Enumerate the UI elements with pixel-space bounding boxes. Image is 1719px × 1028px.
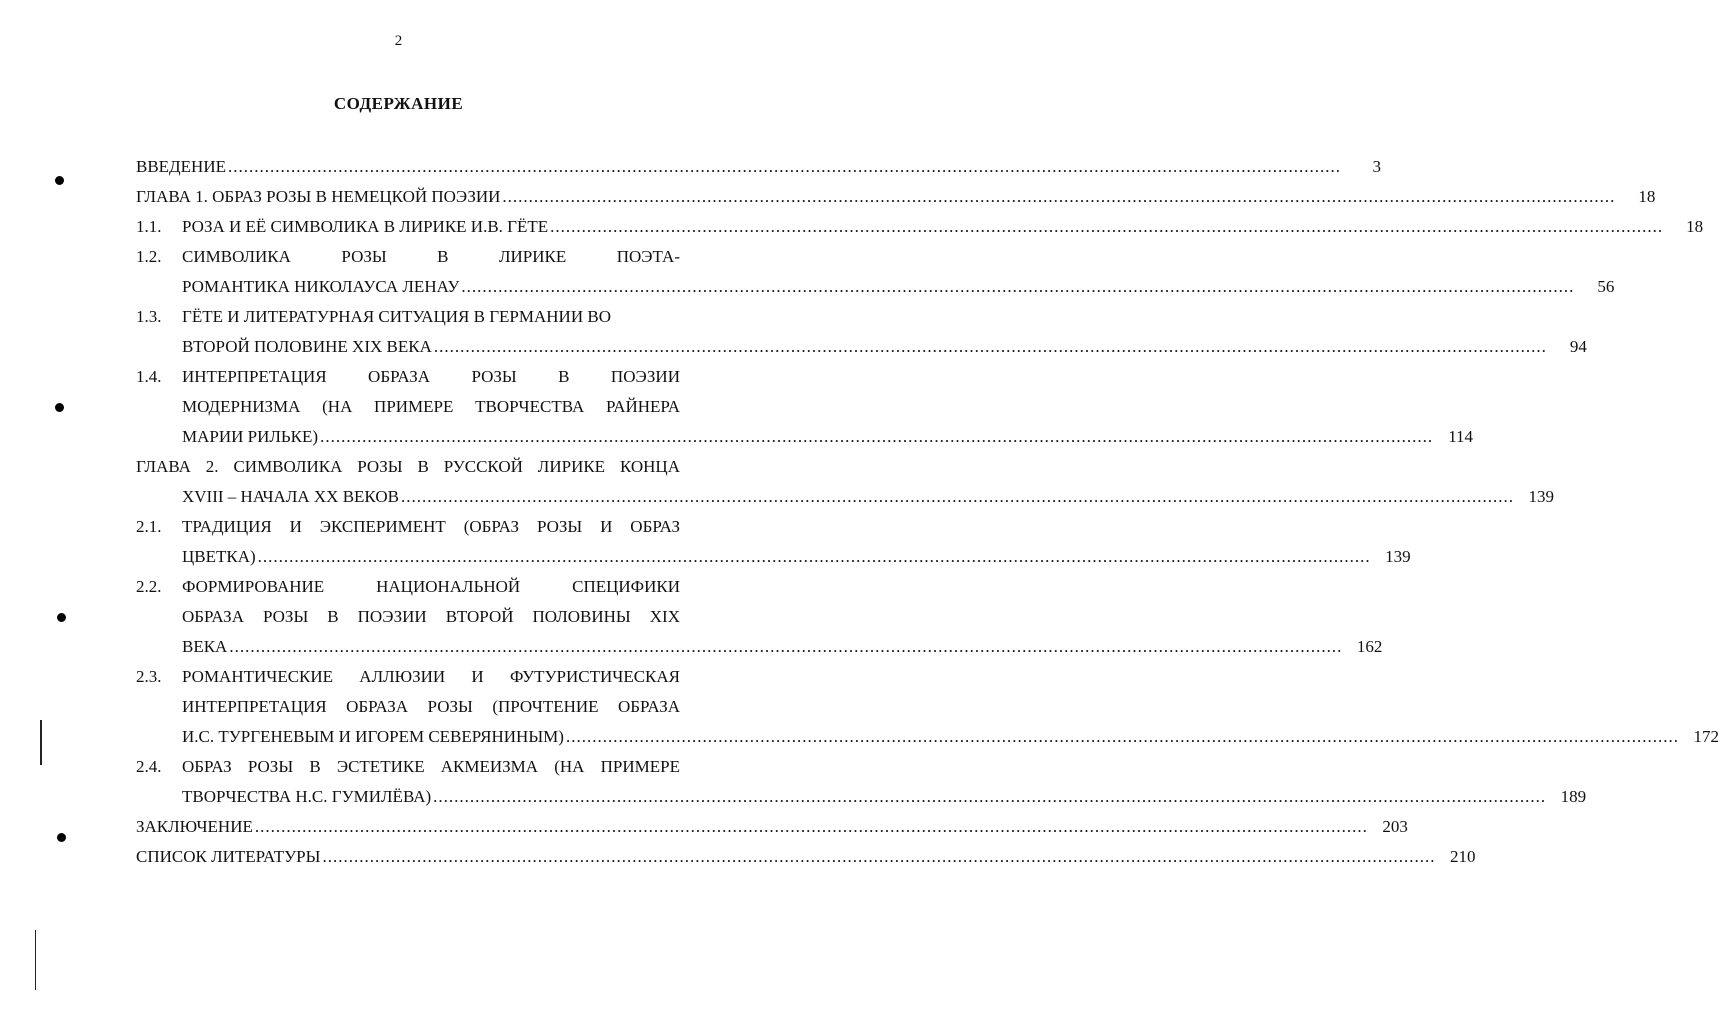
page-number: 2 (394, 33, 403, 49)
toc-entry-chapter-1[interactable] (136, 182, 1656, 212)
leader-dots (433, 782, 1546, 812)
toc-label: ГЛАВА 1. ОБРАЗ РОЗЫ В НЕМЕЦКОЙ ПОЭЗИИ (136, 187, 501, 206)
toc-line: МОДЕРНИЗМА (НА ПРИМЕРЕ ТВОРЧЕСТВА РАЙНЕРА (182, 397, 680, 416)
toc-page: 139 (1385, 547, 1411, 566)
toc-entry-1-4[interactable] (136, 362, 1474, 452)
toc-number: 2.2. (136, 577, 162, 596)
leader-dots (255, 812, 1368, 842)
toc-entry-2-4[interactable] (136, 752, 1587, 812)
scan-line (40, 720, 42, 765)
toc-line: ВТОРОЙ ПОЛОВИНЕ XIX ВЕКА (182, 337, 432, 356)
leader-dots (322, 842, 1435, 872)
page-title: СОДЕРЖАНИЕ (333, 94, 464, 113)
toc-line: ЦВЕТКА) (182, 547, 256, 566)
leader-dots (320, 422, 1433, 452)
scan-mark (55, 403, 64, 412)
toc-label: ВВЕДЕНИЕ (136, 157, 226, 176)
toc-page: 203 (1382, 817, 1408, 836)
toc-entry-2-2[interactable] (136, 572, 1383, 662)
toc-page: 114 (1448, 427, 1474, 446)
toc-line: МАРИИ РИЛЬКЕ) (182, 427, 319, 446)
toc-line: ТРАДИЦИЯ И ЭКСПЕРИМЕНТ (ОБРАЗ РОЗЫ И ОБРАЗ (182, 517, 680, 536)
toc-label: РОЗА И ЕЁ СИМВОЛИКА В ЛИРИКЕ И.В. ГЁТЕ (182, 217, 549, 236)
toc-page: 189 (1560, 787, 1587, 806)
toc-entry-bibliography[interactable] (136, 842, 1476, 872)
toc-line: ФОРМИРОВАНИЕ НАЦИОНАЛЬНОЙ СПЕЦИФИКИ (182, 577, 680, 596)
toc-page: 18 (1638, 187, 1656, 206)
toc-line: И.С. ТУРГЕНЕВЫМ И ИГОРЕМ СЕВЕРЯНИНЫМ) (182, 727, 564, 746)
leader-dots (434, 332, 1547, 362)
leader-dots (550, 212, 1663, 242)
toc-page: 18 (1686, 217, 1704, 236)
toc-page: 210 (1449, 847, 1476, 866)
toc-line: ТВОРЧЕСТВА Н.С. ГУМИЛЁВА) (182, 787, 432, 806)
scan-mark (55, 176, 64, 185)
toc-number: 2.1. (136, 517, 162, 536)
toc-number: 1.1. (136, 217, 162, 236)
toc-page: 94 (1569, 337, 1587, 356)
toc-line: ИНТЕРПРЕТАЦИЯ ОБРАЗА РОЗЫ В ПОЭЗИИ (182, 367, 680, 386)
toc-label: СПИСОК ЛИТЕРАТУРЫ (136, 847, 321, 866)
toc-line: ОБРАЗА РОЗЫ В ПОЭЗИИ ВТОРОЙ ПОЛОВИНЫ XIX (182, 607, 680, 626)
toc-label: ЗАКЛЮЧЕНИЕ (136, 817, 253, 836)
leader-dots (461, 272, 1574, 302)
toc-line: ГЁТЕ И ЛИТЕРАТУРНАЯ СИТУАЦИЯ В ГЕРМАНИИ ВО (182, 307, 611, 326)
toc-entry-chapter-2[interactable] (136, 452, 1554, 512)
toc-entry-1-2[interactable] (136, 242, 1615, 302)
toc-line: ВЕКА (182, 637, 228, 656)
toc-line: ИНТЕРПРЕТАЦИЯ ОБРАЗА РОЗЫ (ПРОЧТЕНИЕ ОБРАЗА (182, 697, 680, 716)
toc-entry-conclusion[interactable] (136, 812, 1408, 842)
toc-entry-2-1[interactable] (136, 512, 1411, 572)
scan-mark (57, 613, 66, 622)
toc-entry-2-3[interactable] (136, 662, 1719, 752)
scan-mark (57, 833, 66, 842)
toc-line: XVIII – НАЧАЛА XX ВЕКОВ (182, 487, 399, 506)
toc-line: РОМАНТИКА НИКОЛАУСА ЛЕНАУ (182, 277, 460, 296)
toc-number: 2.3. (136, 667, 162, 686)
leader-dots (502, 182, 1615, 212)
toc-number: 1.4. (136, 367, 162, 386)
leader-dots (228, 152, 1341, 182)
leader-dots (401, 482, 1514, 512)
toc-page: 3 (1372, 157, 1381, 176)
toc-entry-1-3[interactable] (136, 302, 1587, 362)
table-of-contents (136, 152, 1719, 872)
toc-page: 56 (1597, 277, 1615, 296)
toc-number: 1.3. (136, 307, 162, 326)
toc-line: ОБРАЗ РОЗЫ В ЭСТЕТИКЕ АКМЕИЗМА (НА ПРИМЕРЕ (182, 757, 680, 776)
leader-dots (566, 722, 1679, 752)
toc-number: 1.2. (136, 247, 162, 266)
leader-dots (258, 542, 1371, 572)
toc-entry-1-1[interactable] (136, 212, 1704, 242)
toc-number: 2.4. (136, 757, 162, 776)
toc-line: СИМВОЛИКА РОЗЫ В ЛИРИКЕ ПОЭТА- (182, 247, 680, 266)
toc-page: 139 (1528, 487, 1554, 506)
toc-entry-intro[interactable] (136, 152, 1381, 182)
toc-line: РОМАНТИЧЕСКИЕ АЛЛЮЗИИ И ФУТУРИСТИЧЕСКАЯ (182, 667, 680, 686)
leader-dots (229, 632, 1342, 662)
scan-line (35, 930, 36, 990)
toc-page: 172 (1693, 727, 1719, 746)
toc-line: ГЛАВА 2. СИМВОЛИКА РОЗЫ В РУССКОЙ ЛИРИКЕ КОНЦА (136, 457, 680, 476)
toc-page: 162 (1356, 637, 1383, 656)
